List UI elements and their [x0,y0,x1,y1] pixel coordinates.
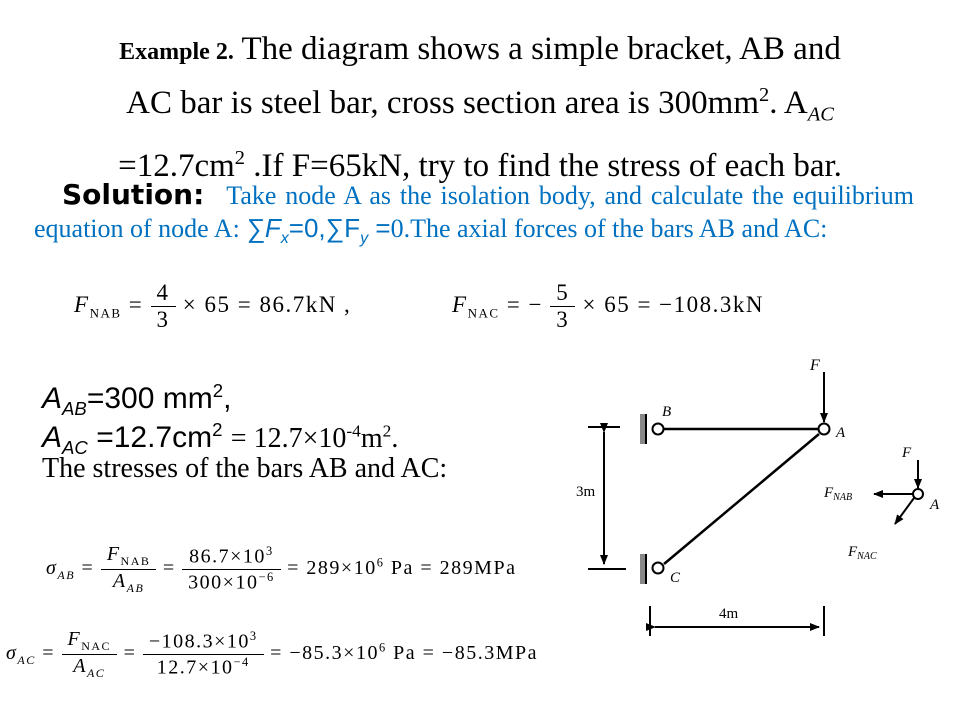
result-rest: Pa = −85.3MPa [386,642,538,665]
denominator: 3 [156,307,170,332]
denominator [101,570,157,596]
f: F [67,628,82,650]
denominator [62,655,118,681]
stress-ac-equation [6,628,538,681]
equals: = [128,291,144,317]
equals: = [81,557,95,580]
a: A [42,382,63,415]
num: 86.7×10 [189,546,266,568]
fraction-numeric [143,629,264,679]
sup: 6 [376,555,385,570]
problem-statement [40,28,920,188]
sup: 2 [234,146,245,169]
sub: NAC [467,305,500,321]
sup: 6 [378,640,387,655]
result: = 289×10 [287,557,377,580]
statement-text: . A [769,85,808,121]
equals: = [162,557,176,580]
sup: 3 [249,629,258,644]
fraction-symbolic [62,628,118,681]
bar-ac [664,434,819,564]
statement-line2: AC bar is steel bar, cross section area is 300mm [126,85,759,121]
sup: 2 [212,419,223,440]
label-3m: 3m [576,484,596,500]
result: = −85.3×10 [270,642,379,665]
sub: AB [57,568,76,583]
a: A [42,421,63,454]
sum-fy: =0,∑F [288,213,361,243]
sub: AB [62,398,87,419]
fbd-label-a: A [930,497,940,513]
sub: NAC [81,639,112,653]
label-b: B [662,404,672,420]
sub: AC [62,437,88,458]
result-rest: Pa = 289MPa [384,557,517,580]
bracket-diagram [560,340,960,650]
sub: x [280,229,289,248]
sup: 3 [265,544,274,559]
sup: 2 [212,380,224,401]
sub: AC [807,103,834,126]
statement-line1: The diagram shows a simple bracket, AB and [241,31,841,67]
fraction [550,280,575,333]
area-conversion [231,423,399,454]
equals: = [368,213,391,243]
numerator: 4 [151,280,176,307]
value: =12.7cm [87,421,213,454]
solution-paragraph [34,178,914,255]
label-a: A [836,425,846,441]
sup: 2 [759,84,770,106]
sum-fx: ∑F [246,213,281,243]
numerator [101,543,157,570]
f: F [452,291,468,317]
fbd-label-f: F [902,445,912,461]
fbd-node [913,489,923,499]
label-4m: 4m [719,606,739,622]
period: . [391,423,399,454]
f: F [74,291,90,317]
fbd-fnac-arrow [895,498,914,524]
den: 300×10 [188,571,259,594]
sigma: σ [6,642,18,665]
value: =300 mm [86,382,213,415]
equals: = [42,642,55,665]
sup: -4 [346,421,361,441]
denominator: 3 [556,307,570,332]
example-label: Example 2. [119,39,234,65]
a: A [112,570,127,592]
fbd-label-fnac: $F_{NAC}$ [848,544,877,562]
pin-a [819,424,830,435]
equals: = − [506,291,543,317]
fraction-numeric [182,544,280,594]
numerator [143,629,264,655]
den: 12.7×10 [156,656,234,679]
solution-text: 0.The axial forces of the bars AB and AC: [390,214,828,243]
numerator: 5 [550,280,575,307]
sub: AC [86,666,106,680]
denominator [143,655,264,680]
sup: −4 [233,655,250,669]
sub: NAB [120,554,151,568]
comma: , [223,382,232,415]
fraction-symbolic [101,543,157,596]
statement-line3: =12.7cm [118,147,235,184]
force-ac-equation [452,280,764,333]
rest: × 65 = 86.7kN , [182,291,352,317]
sigma: σ [46,557,58,580]
pin-c [653,563,664,574]
rest: × 65 = −108.3kN [582,291,764,317]
sub: y [360,229,369,248]
sup: 2 [382,421,392,441]
conv: = 12.7×10 [230,423,347,454]
stress-ab-equation [46,543,516,596]
unit: m [360,423,383,454]
fbd-label-fnab: $F_{NAB}$ [824,485,853,503]
sub: AB [126,581,145,595]
statement-text: .If F=65kN, try to find the stress of each bar. [245,147,842,184]
force-ab-equation [74,280,351,333]
label-c: C [670,570,681,586]
pin-b [653,424,664,435]
f: F [106,543,121,565]
a: A [73,655,87,677]
denominator [182,570,280,595]
sup: −6 [258,570,275,584]
sub: AC [17,653,36,668]
equals: = [123,642,137,665]
fraction [151,280,176,333]
numerator [62,628,118,655]
numerator [182,544,280,570]
sub: NAB [89,305,122,321]
solution-text: Take node A as the isolation body, and calculate the equilibrium equation of node A: [34,181,914,243]
solution-label: Solution: [62,178,205,211]
label-f: F [810,357,820,374]
stress-intro: The stresses of the bars AB and AC: [42,453,448,484]
num: −108.3×10 [148,631,250,653]
